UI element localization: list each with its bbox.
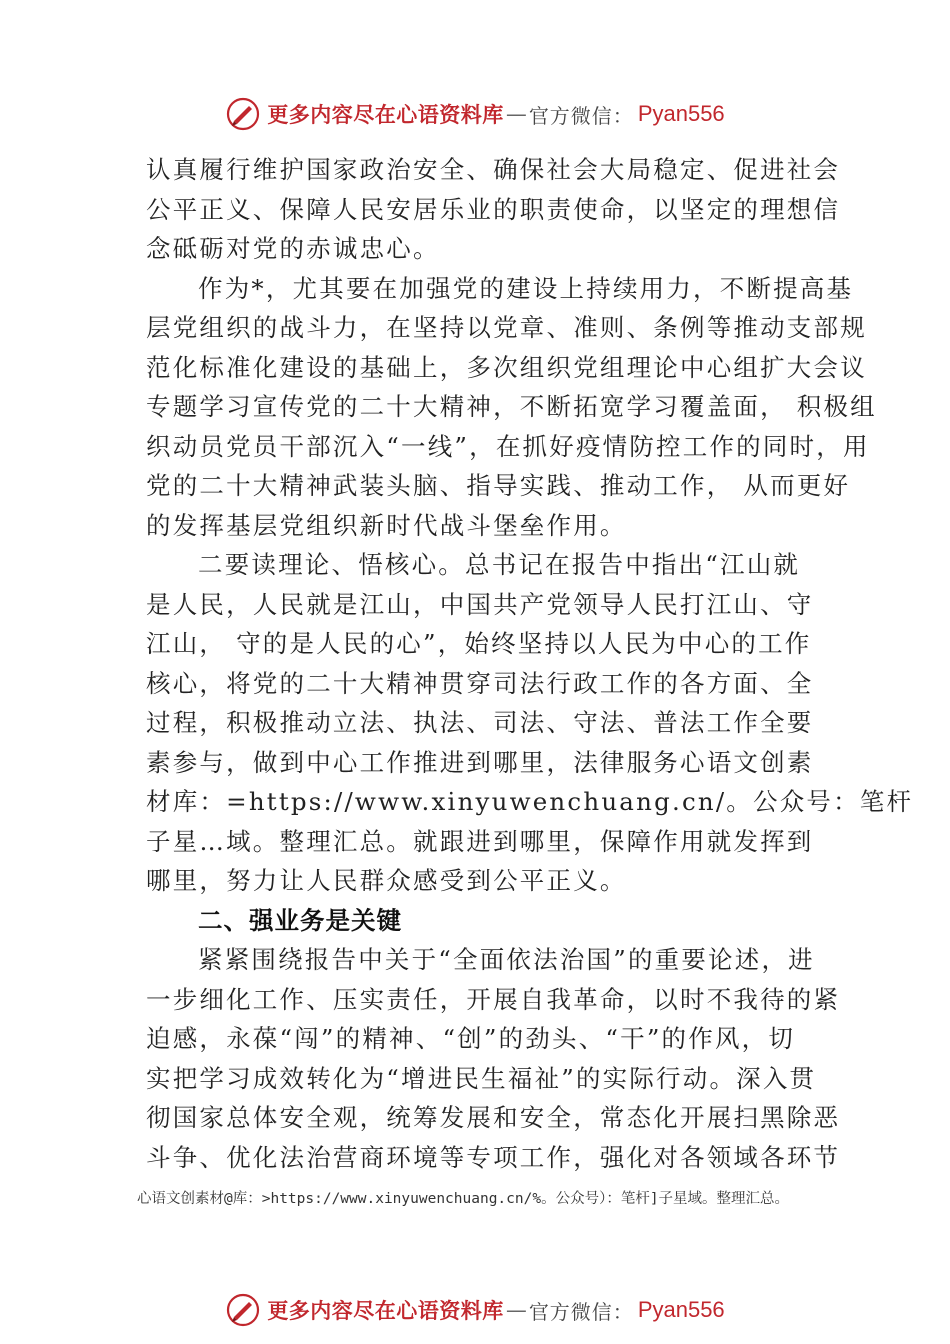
text-line: 公平正义、保障人民安居乐业的职责使命，以坚定的理想信 [146, 194, 841, 224]
text-line: 党的二十大精神武装头脑、指导实践、推动工作， 从而更好 [146, 471, 851, 500]
text-line: 二要读理论、悟核心。总书记在报告中指出“江山就 [198, 550, 801, 579]
text-line: 层党组织的战斗力，在坚持以党章、准则、条例等推动支部规 [146, 313, 867, 342]
text-line: 迫感，永葆“闯”的精神、“创”的劲头、“干”的作风，切 [146, 1024, 796, 1053]
text-line: 认真履行维护国家政治安全、确保社会大局稳定、促进社会 [146, 155, 841, 184]
paragraph-group-1 [146, 150, 914, 901]
text-line: 江山， 守的是人民的心”，始终坚持以人民为中心的工作 [146, 629, 812, 658]
banner-wechat-id: Pyan556 [637, 101, 725, 126]
text-line: 是人民，人民就是江山，中国共产党领导人民打江山、守 [146, 589, 814, 619]
section-heading: 二、强业务是关键 [198, 905, 402, 935]
banner-library-text: 更多内容尽在心语资料库 [267, 102, 504, 127]
banner-dash: — [505, 102, 527, 126]
header-banner [0, 94, 950, 134]
text-line: 作为*，尤其要在加强党的建设上持续用力，不断提高基 [198, 273, 854, 303]
banner-library-text: 更多内容尽在心语资料库 [267, 1298, 504, 1323]
footer-banner [0, 1290, 950, 1330]
text-line: 哪里，努力让人民群众感受到公平正义。 [146, 866, 627, 895]
paragraph-group-2 [146, 940, 841, 1177]
text-line: 念砥砺对党的赤诚忠心。 [146, 234, 440, 263]
footnote: 心语文创素材@库：>https://www.xinyuwenchuang.cn/%。公众号）：笔杆]子星域。整理汇总。 [137, 1191, 790, 1207]
text-line: 织动员党员干部沉入“一线”，在抓好疫情防控工作的同时，用 [146, 431, 870, 461]
banner-wechat-id: Pyan556 [637, 1297, 725, 1322]
document-body [146, 150, 914, 1177]
text-line: 范化标准化建设的基础上，多次组织党组理论中心组扩大会议 [146, 352, 867, 382]
text-line: 过程，积极推动立法、执法、司法、守法、普法工作全要 [146, 708, 814, 737]
text-line: 核心，将党的二十大精神贯穿司法行政工作的各方面、全 [146, 668, 814, 698]
banner-dash: — [505, 1298, 527, 1322]
text-line: 斗争、优化法治营商环境等专项工作，强化对各领域各环节 [146, 1142, 841, 1172]
pen-logo-icon [225, 1292, 261, 1328]
banner-official-label: 官方微信： [528, 103, 634, 128]
text-line: 实把学习成效转化为“增进民生福祉”的实际行动。深入贯 [146, 1063, 817, 1093]
text-line: 的发挥基层党组织新时代战斗堡垒作用。 [146, 510, 627, 540]
text-line: 素参与，做到中心工作推进到哪里，法律服务心语文创素 [146, 747, 814, 777]
text-line: 一步细化工作、压实责任，开展自我革命，以时不我待的紧 [146, 984, 841, 1014]
pen-logo-icon [225, 96, 261, 132]
text-line: 专题学习宣传党的二十大精神，不断拓宽学习覆盖面， 积极组 [146, 392, 877, 421]
text-line: 子星…域。整理汇总。就跟进到哪里，保障作用就发挥到 [146, 826, 814, 856]
text-line: 紧紧围绕报告中关于“全面依法治国”的重要论述，进 [198, 945, 815, 974]
text-line: 彻国家总体安全观，统筹发展和安全，常态化开展扫黑除恶 [146, 1103, 841, 1132]
banner-official-label: 官方微信： [528, 1299, 634, 1324]
text-line: 材库：=https://www.xinyuwenchuang.cn/。公众号：笔杆 [146, 787, 914, 816]
